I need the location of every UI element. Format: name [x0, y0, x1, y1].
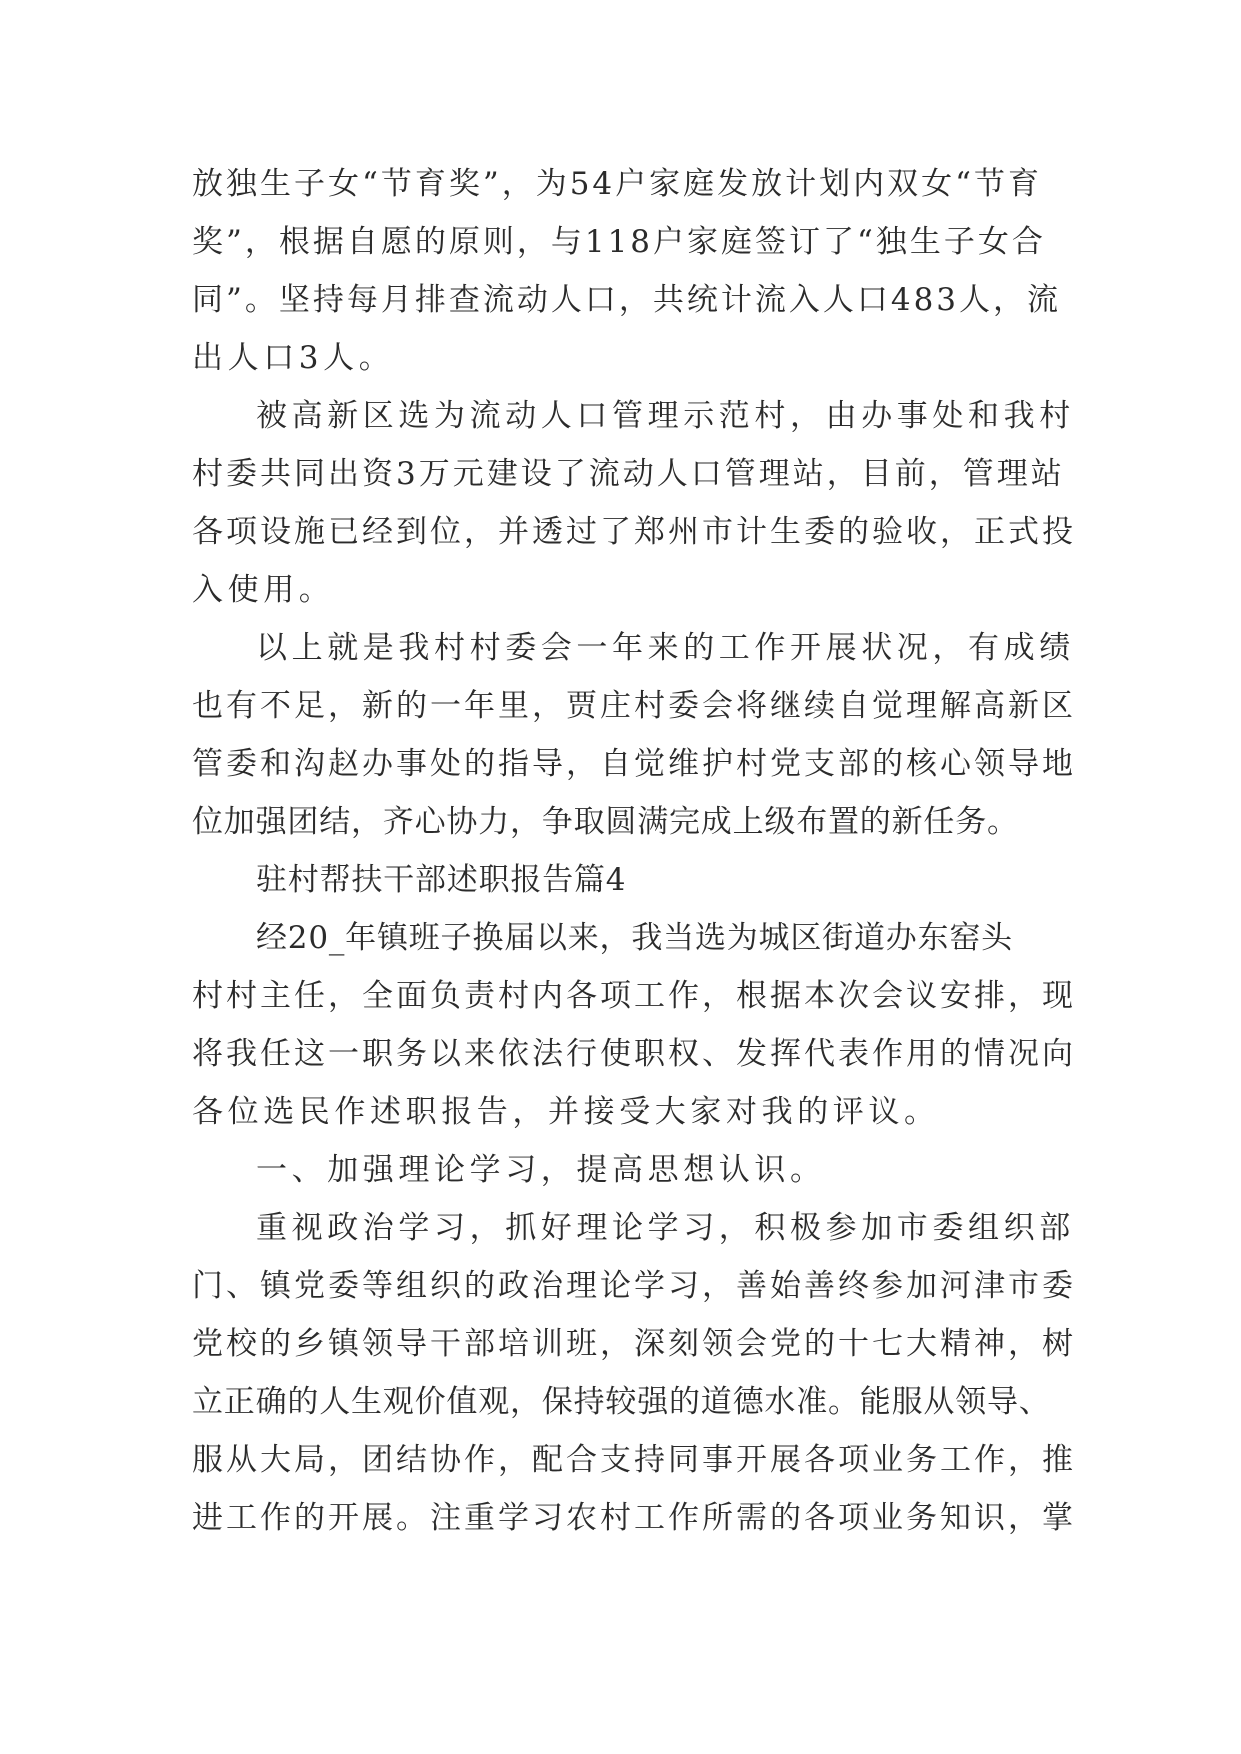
paragraph-first-line: 重视政治学习，抓好理论学习，积极参加市委组织部: [256, 1210, 1075, 1246]
text-line: 进工作的开展。注重学习农村工作所需的各项业务知识，掌: [192, 1500, 1076, 1536]
text-line: 村委共同出资3万元建设了流动人口管理站，目前，管理站: [192, 456, 1065, 492]
text-line: 入使用。: [192, 572, 335, 608]
text-line: 同”。坚持每月排查流动人口，共统计流入人口483人，流: [192, 282, 1062, 318]
text-line: 服从大局，团结协作，配合支持同事开展各项业务工作，推: [192, 1442, 1076, 1478]
paragraph-first-line: 经20_年镇班子换届以来，我当选为城区街道办东窑头: [256, 920, 1013, 956]
text-line: 位加强团结，齐心协力，争取圆满完成上级布置的新任务。: [192, 804, 1019, 840]
text-line: 放独生子女“节育奖”，为54户家庭发放计划内双女“节育: [192, 166, 1042, 202]
text-line: 立正确的人生观价值观，保持较强的道德水准。能服从领导、: [192, 1384, 1051, 1420]
text-line: 村村主任，全面负责村内各项工作，根据本次会议安排，现: [192, 978, 1076, 1014]
text-line: 管委和沟赵办事处的指导，自觉维护村党支部的核心领导地: [192, 746, 1076, 782]
text-line: 出人口3人。: [192, 340, 395, 376]
text-line: 各项设施已经到位，并透过了郑州市计生委的验收，正式投: [192, 514, 1076, 550]
section-heading: 驻村帮扶干部述职报告篇4: [256, 862, 627, 898]
text-line: 各位选民作述职报告，并接受大家对我的评议。: [192, 1094, 940, 1130]
paragraph-first-line: 被高新区选为流动人口管理示范村，由办事处和我村: [256, 398, 1075, 434]
paragraph-first-line: 以上就是我村村委会一年来的工作开展状况，有成绩: [256, 630, 1075, 666]
text-line: 门、镇党委等组织的政治理论学习，善始善终参加河津市委: [192, 1268, 1076, 1304]
document-body: [192, 155, 1076, 1547]
text-line: 将我任这一职务以来依法行使职权、发挥代表作用的情况向: [192, 1036, 1076, 1072]
text-line: 党校的乡镇领导干部培训班，深刻领会党的十七大精神，树: [192, 1326, 1076, 1362]
text-line: 也有不足，新的一年里，贾庄村委会将继续自觉理解高新区: [192, 688, 1076, 724]
subsection-heading: 一、加强理论学习，提高思想认识。: [256, 1152, 826, 1188]
text-line: 奖”，根据自愿的原则，与118户家庭签订了“独生子女合: [192, 224, 1046, 260]
